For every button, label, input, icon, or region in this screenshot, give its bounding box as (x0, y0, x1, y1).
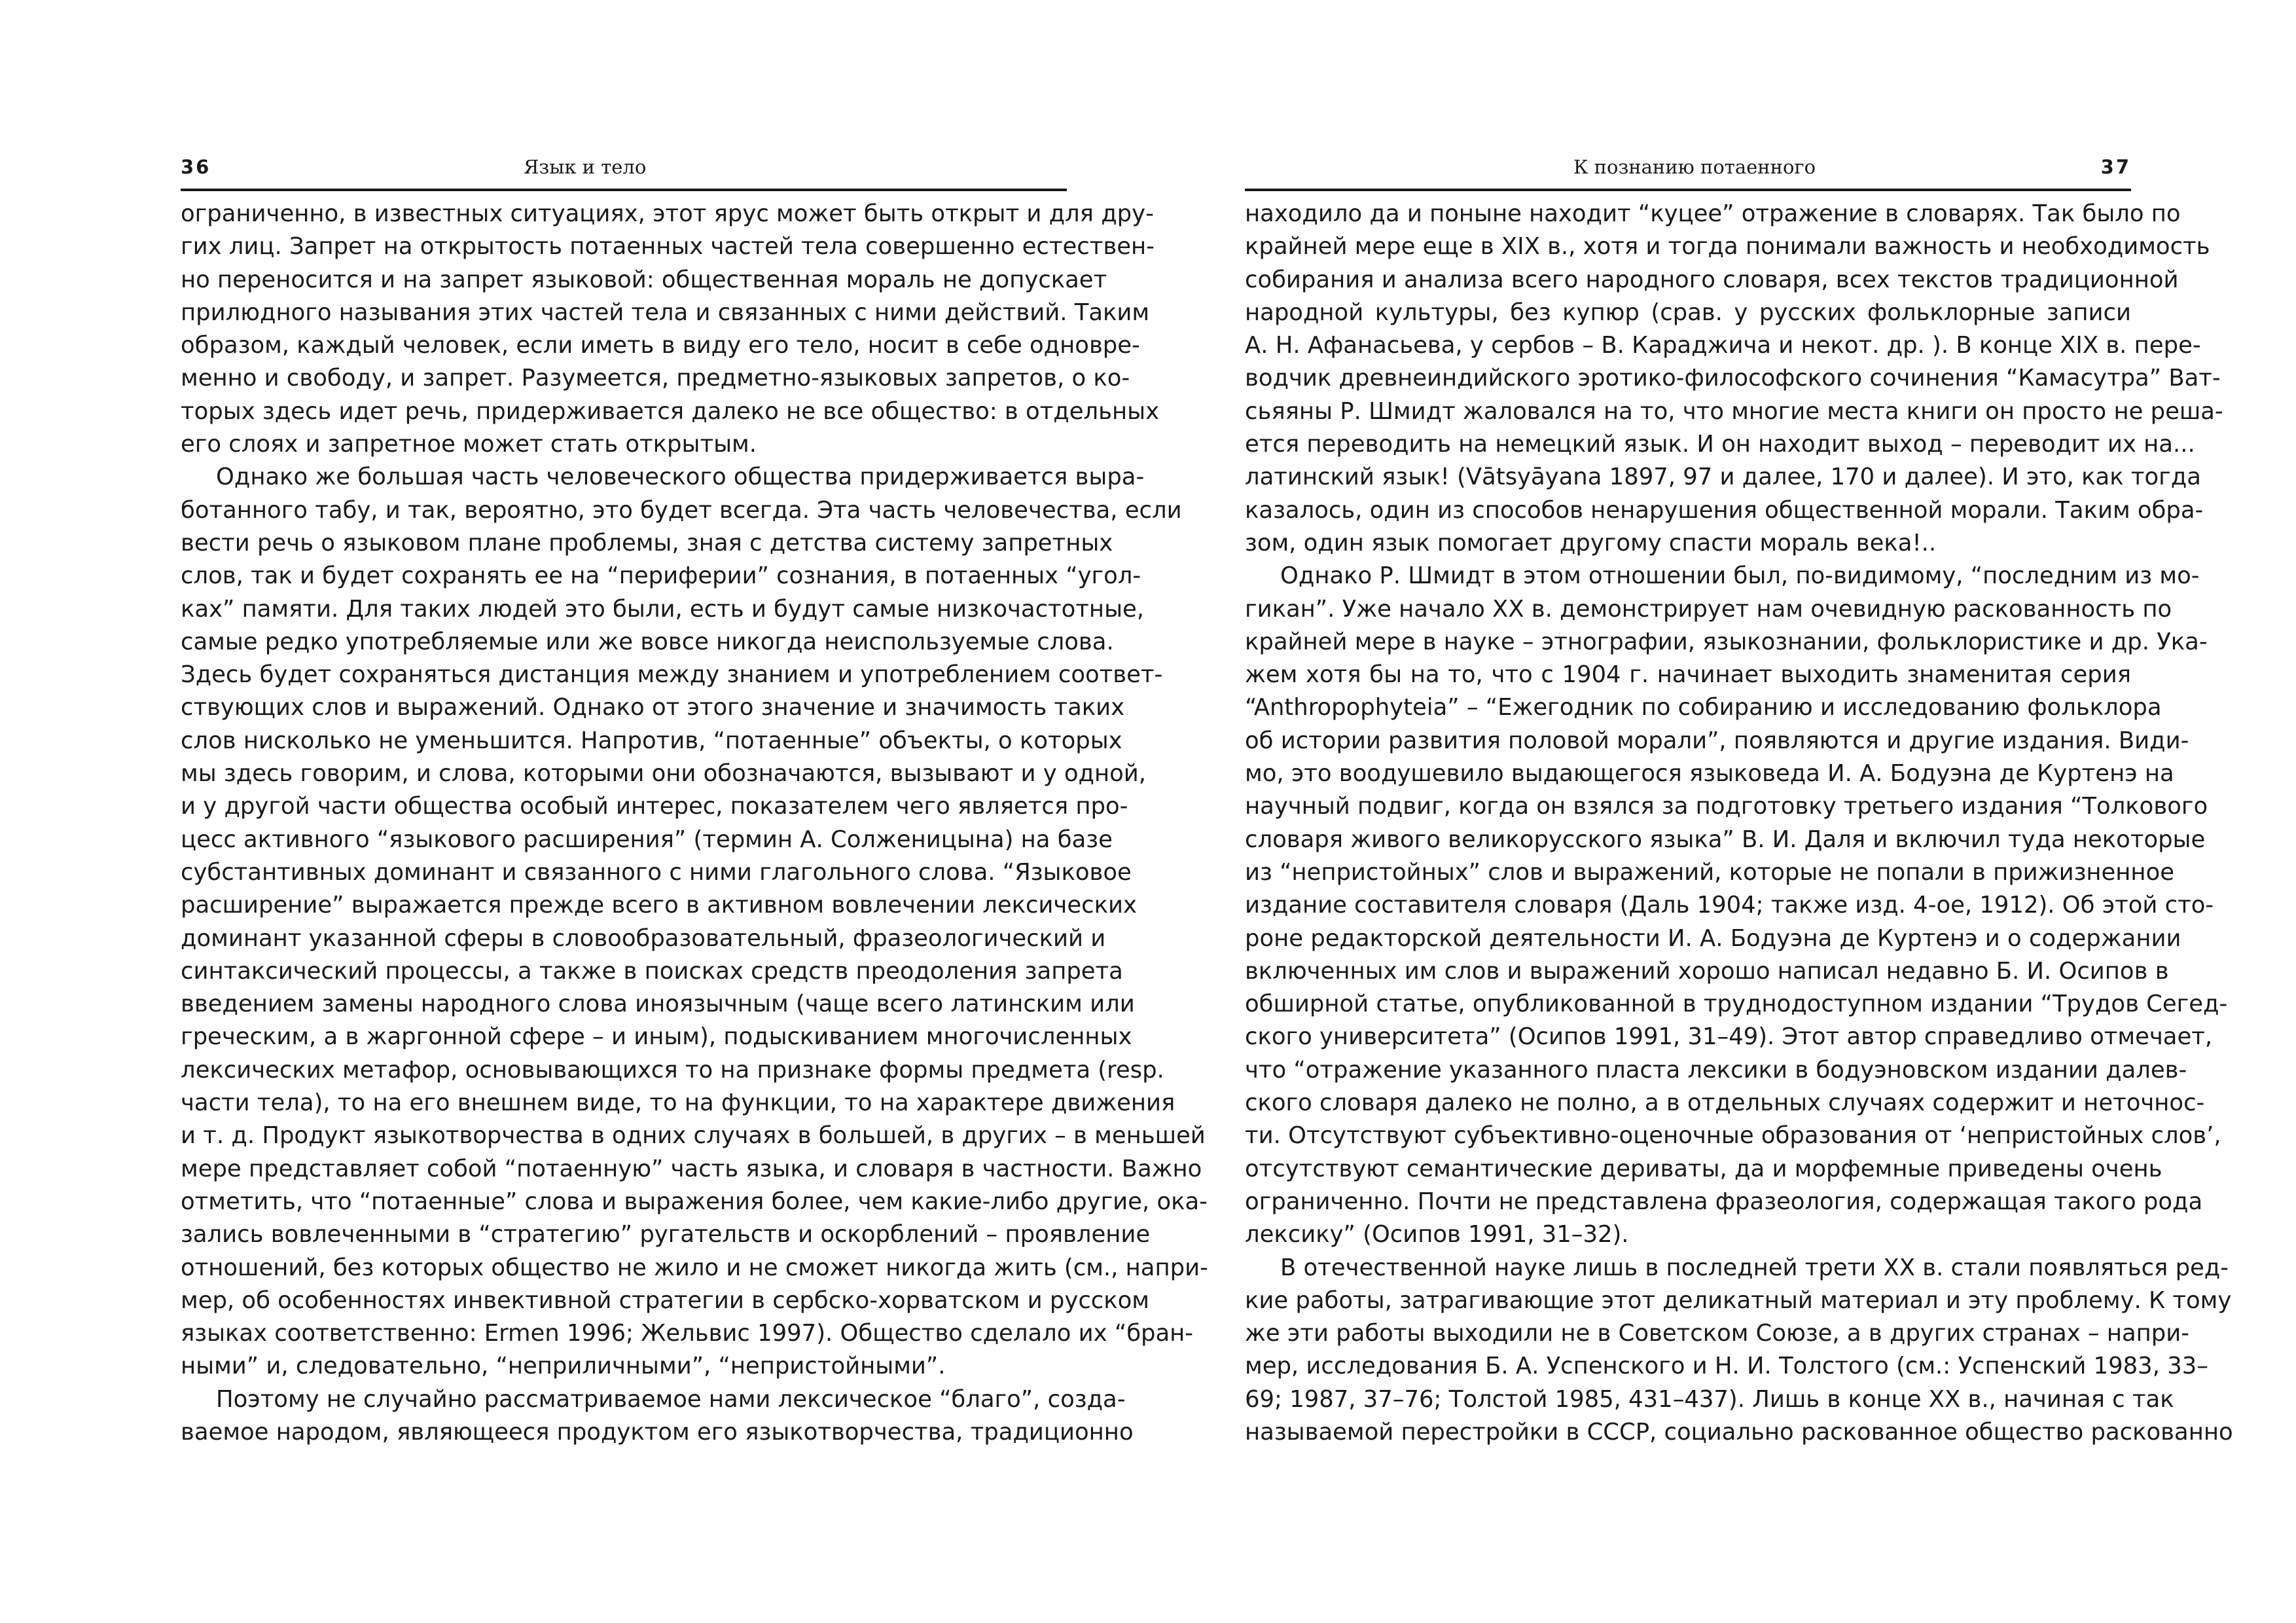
text-line: называемой перестройки в СССР, социально раскованное общество раскованно (1245, 1418, 2233, 1446)
text-line: же эти работы выходили не в Советском Союзе, а в других странах – напри- (1245, 1320, 2190, 1347)
text-line: гих лиц. Запрет на открытость потаенных частей тела совершенно естествен- (181, 233, 1155, 261)
text-line: введением замены народного слова иноязычным (чаще всего латинским или (181, 991, 1135, 1018)
text-line: ского словаря далеко не полно, а в отдельных случаях содержит и неточнос- (1245, 1089, 2205, 1117)
text-line: мер, исследования Б. А. Успенского и Н. И. Толстого (см.: Успенский 1983, 33– (1245, 1353, 2208, 1380)
text-line: Однако Р. Шмидт в этом отношении был, по-видимому, “последним из мо- (1280, 562, 2200, 590)
text-line: обширной статье, опубликованной в труднодоступном издании “Трудов Сегед- (1245, 991, 2228, 1018)
text-line: крайней мере в науке – этнографии, языкознании, фольклористике и др. Ука- (1245, 628, 2208, 655)
text-line: языках соответственно: Ermen 1996; Жельвис 1997). Общество сделало их “бран- (181, 1320, 1194, 1347)
body-text (181, 198, 1208, 1449)
text-line: мере представляет собой “потаенную” часть языка, и словаря в частности. Важно (181, 1155, 1202, 1182)
text-line: издание составителя словаря (Даль 1904; также изд. 4-ое, 1912). Об этой сто- (1245, 892, 2214, 919)
text-line: синтаксический процессы, а также в поисках средств преодоления запрета (181, 957, 1123, 985)
text-line: образом, каждый человек, если иметь в виду его тело, носит в себе одновре- (181, 332, 1140, 359)
text-line: ограниченно. Почти не представлена фразеология, содержащая такого рода (1245, 1188, 2203, 1215)
running-head-title: Язык и тело (524, 156, 647, 178)
running-head-left (181, 151, 1067, 183)
text-line: части тела), то на его внешнем виде, то на функции, то на характере движения (181, 1089, 1175, 1117)
right-page (1148, 0, 2296, 1623)
text-line: греческим, а в жаргонной сфере – и иным), подыскиванием многочисленных (181, 1023, 1132, 1051)
text-line: научный подвиг, когда он взялся за подготовку третьего издания “Толкового (1245, 793, 2208, 820)
text-line: ваемое народом, являющееся продуктом его языкотворчества, традиционно (181, 1418, 1134, 1446)
text-line: мер, об особенностях инвективной стратегии в сербско-хорватском и русском (181, 1286, 1149, 1314)
text-line: зались вовлеченными в “стратегию” ругательств и оскорблений – проявление (181, 1221, 1151, 1249)
text-line: сьяяны Р. Шмидт жаловался на то, что многие места книги он просто не реша- (1245, 397, 2223, 425)
text-line: отсутствуют семантические дериваты, да и морфемные приведены очень (1245, 1155, 2162, 1182)
text-line: кие работы, затрагивающие этот деликатный материал и эту проблему. К тому (1245, 1286, 2232, 1314)
text-line: об истории развития половой морали”, появляются и другие издания. Види- (1245, 727, 2189, 754)
text-line: расширение” выражается прежде всего в активном вовлечении лексических (181, 892, 1137, 919)
text-line: казалось, один из способов ненарушения общественной морали. Таким обра- (1245, 496, 2204, 524)
text-line: лексику” (Осипов 1991, 31–32). (1245, 1221, 1629, 1249)
page-number: 36 (181, 156, 211, 178)
text-line: латинский язык! (Vātsyāyana 1897, 97 и далее, 170 и далее). И это, как тогда (1245, 464, 2201, 491)
page-number: 37 (2100, 156, 2131, 178)
text-line: включенных им слов и выражений хорошо написал недавно Б. И. Осипов в (1245, 957, 2169, 985)
header-rule (1245, 189, 2131, 191)
text-line: “Anthropophyteia” – “Ежегодник по собиранию и исследованию фольклора (1245, 694, 2162, 721)
text-line: слов нисколько не уменьшится. Напротив, “потаенные” объекты, о которых (181, 727, 1122, 754)
text-line: прилюдного называния этих частей тела и связанных с ними действий. Таким (181, 299, 1150, 326)
text-line: ти. Отсутствуют субъективно-оценочные образования от ‘непристойных слов’, (1245, 1122, 2221, 1150)
text-line: народной культуры, без купюр (срав. у русских фольклорные записи (1245, 299, 2131, 326)
text-line: мы здесь говорим, и слова, которыми они обозначаются, вызывают и у одной, (181, 760, 1147, 788)
text-line: А. Н. Афанасьева, у сербов – В. Караджича и некот. др. ). В конце XIX в. пере- (1245, 332, 2201, 359)
text-line: ках” памяти. Для таких людей это были, есть и будут самые низкочастотные, (181, 595, 1145, 623)
text-line: водчик древнеиндийского эротико-философского сочинения “Камасутра” Ват- (1245, 365, 2221, 392)
text-line: субстантивных доминант и связанного с ними глагольного слова. “Языковое (181, 858, 1132, 886)
text-line: и у другой части общества особый интерес, показателем чего является про- (181, 793, 1128, 820)
running-head-right (1245, 151, 2131, 183)
text-line: собирания и анализа всего народного словаря, всех текстов традиционной (1245, 266, 2179, 293)
text-line: гикан”. Уже начало XX в. демонстрирует нам очевидную раскованность по (1245, 595, 2172, 623)
text-line: Поэтому не случайно рассматриваемое нами лексическое “благо”, созда- (216, 1385, 1126, 1413)
text-line: лексических метафор, основывающихся то на признаке формы предмета (resp. (181, 1056, 1164, 1084)
text-line: жем хотя бы на то, что с 1904 г. начинает выходить знаменитая серия (1245, 661, 2131, 689)
text-line: роне редакторской деятельности И. А. Бодуэна де Куртенэ и о содержании (1245, 924, 2181, 952)
text-line: менно и свободу, и запрет. Разумеется, предметно-языковых запретов, о ко- (181, 365, 1130, 392)
text-line: но переносится и на запрет языковой: общественная мораль не допускает (181, 266, 1107, 293)
text-line: доминант указанной сферы в словообразовательный, фразеологический и (181, 924, 1106, 952)
text-line: ограниченно, в известных ситуациях, этот ярус может быть открыт и для дру- (181, 200, 1154, 227)
text-line: ными” и, следовательно, “неприличными”, “непристойными”. (181, 1353, 946, 1380)
running-head-title: К познанию потаенного (1573, 156, 1816, 178)
text-line: что “отражение указанного пласта лексики в бодуэновском издании далев- (1245, 1056, 2187, 1084)
text-line: зом, один язык помогает другому спасти мораль века!.. (1245, 529, 1937, 556)
text-line: цесс активного “языкового расширения” (термин А. Солженицына) на базе (181, 826, 1113, 853)
header-rule (181, 189, 1067, 191)
text-line: торых здесь идет речь, придерживается далеко не все общество: в отдельных (181, 397, 1160, 425)
text-line: слов, так и будет сохранять ее на “периферии” сознания, в потаенных “угол- (181, 562, 1141, 590)
text-line: ствующих слов и выражений. Однако от этого значение и значимость таких (181, 694, 1125, 721)
text-line: ется переводить на немецкий язык. И он находит выход – переводит их на... (1245, 431, 2195, 458)
text-line: Здесь будет сохраняться дистанция между знанием и употреблением соответ- (181, 661, 1163, 689)
text-line: В отечественной науке лишь в последней трети XX в. стали появляться ред- (1280, 1254, 2229, 1281)
text-line: 69; 1987, 37–76; Толстой 1985, 431–437). Лишь в конце XX в., начиная с так (1245, 1385, 2174, 1413)
text-line: словаря живого великорусского языка” В. И. Даля и включил туда некоторые (1245, 826, 2206, 853)
body-text (1245, 198, 2233, 1449)
text-line: вести речь о языковом плане проблемы, зная с детства систему запретных (181, 529, 1113, 556)
text-line: Однако же большая часть человеческого общества придерживается выра- (216, 464, 1145, 491)
text-line: и т. д. Продукт языкотворчества в одних случаях в большей, в других – в меньшей (181, 1122, 1206, 1150)
text-line: находило да и поныне находит “куцее” отражение в словарях. Так было по (1245, 200, 2181, 227)
text-line: мо, это воодушевило выдающегося языковеда И. А. Бодуэна де Куртенэ на (1245, 760, 2174, 788)
text-line: отношений, без которых общество не жило и не сможет никогда жить (см., напри- (181, 1254, 1208, 1281)
text-line: ботанного табу, и так, вероятно, это будет всегда. Эта часть человечества, если (181, 496, 1182, 524)
text-line: отметить, что “потаенные” слова и выражения более, чем какие-либо другие, ока- (181, 1188, 1208, 1215)
text-line: из “непристойных” слов и выражений, которые не попали в прижизненное (1245, 858, 2174, 886)
text-line: самые редко употребляемые или же вовсе никогда неиспользуемые слова. (181, 628, 1114, 655)
text-line: его слоях и запретное может стать открытым. (181, 431, 757, 458)
text-line: ского университета” (Осипов 1991, 31–49). Этот автор справедливо отмечает, (1245, 1023, 2213, 1051)
text-line: крайней мере еще в XIX в., хотя и тогда понимали важность и необходимость (1245, 233, 2210, 261)
